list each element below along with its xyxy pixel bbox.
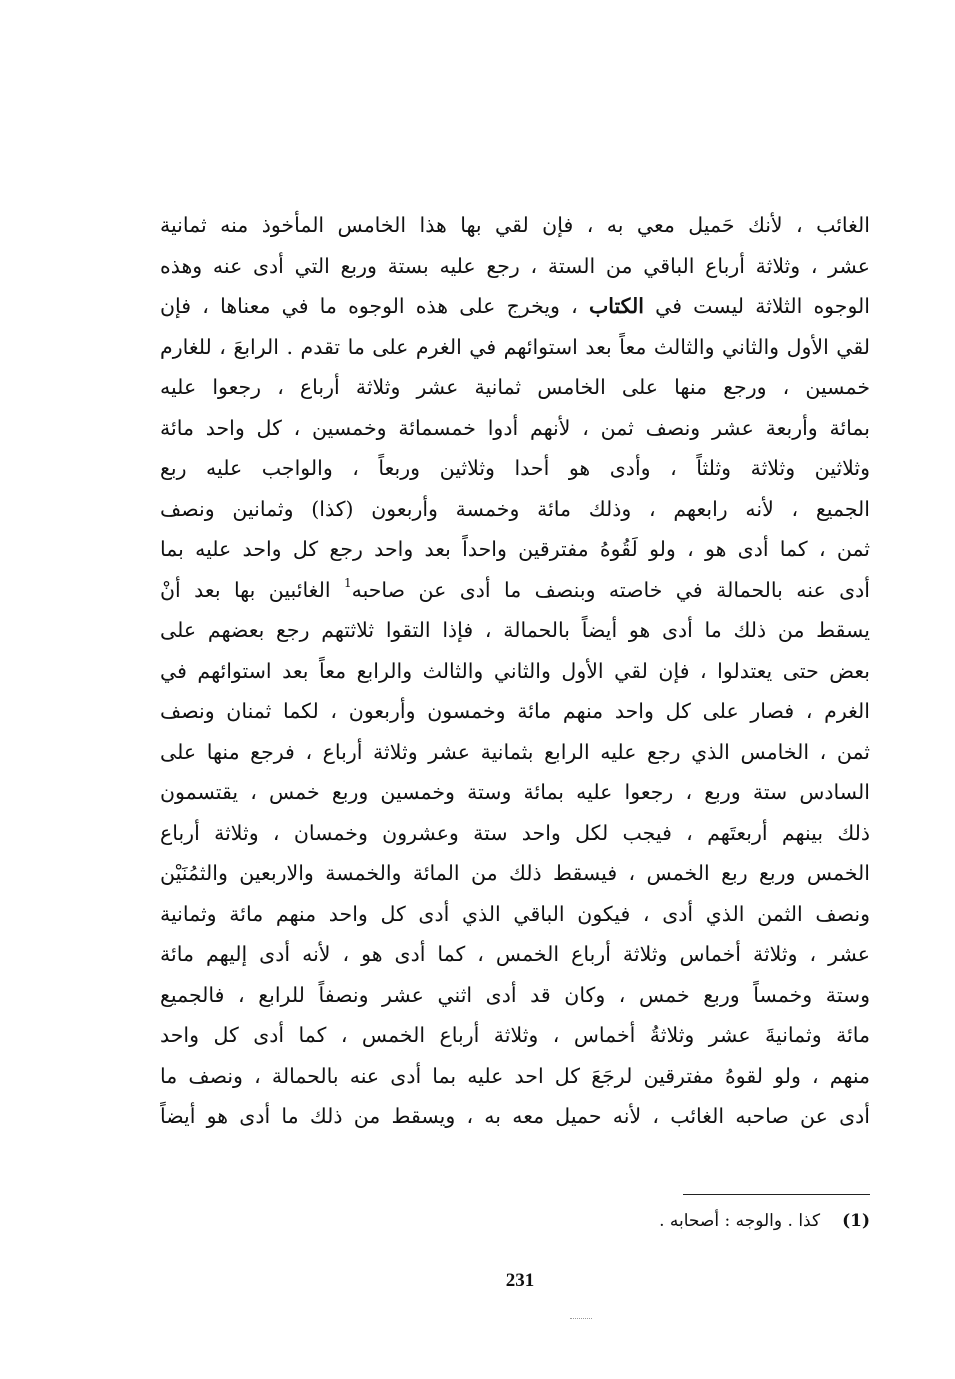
text-line: ثمن ، الخامس الذي رجع عليه الرابع بثمانية عشر وثلاثة أرباع ، فرجع منها على <box>160 739 870 764</box>
footnote-text: كذا . والوجه : أصحابه . <box>659 1211 821 1231</box>
emphasized-word: الكتاب <box>588 294 644 318</box>
text-line: أدى عن صاحبه الغائب ، لأنه حميل معه به ، ويسقط من ذلك ما أدى هو أيضاً <box>160 1104 870 1128</box>
text-line: ذلك بينهم أربعتَهم ، فيجب لكل واحد ستة وعشرون وخمسان ، وثلاثة أرباع <box>160 820 870 845</box>
text-line: الخمس وربع ربع الخمس ، فيسقط ذلك من المائة والخمسة والاربعين والثمُنَيْن <box>160 861 870 885</box>
footnote-reference[interactable]: 1 <box>343 575 352 590</box>
text-line: الغرم ، فصار على كل واحد منهم مائة وخمسون وأربعون ، لكما ثمنان ونصف <box>160 699 870 723</box>
text-line: عشر ، وثلاثة أرباع الباقي من الستة ، رجع عليه بستة وربع التي أدى عنه وهذه <box>160 253 870 278</box>
text-line: ثمن ، كما أدى هو ، ولو لَقُوهُ مفترقين واحداً بعد واحد رجع كل واحد عليه بما <box>160 537 870 561</box>
text-line: أدى عنه بالحمالة في خاصته وبنصف ما أدى عن صاحبه$^1$ الغائبين بها بعد أنْ <box>160 575 870 602</box>
text-line: السادس ستة وربع ، رجعوا عليه بمائة وستة وخمسين وربع خمس ، يقتسمون <box>160 780 870 804</box>
text-line: الوجوه الثلاثة ليست في الكتاب ، ويخرج على هذه الوجوه ما في معناها ، فإن <box>160 294 870 318</box>
footnote-marker: (1) <box>842 1211 870 1231</box>
text-line: الجميع ، لأنه رابعهم ، وذلك مائة وخمسة وأربعون (كذا) وثمانين ونصف <box>160 496 870 521</box>
footnote-separator <box>683 1194 870 1195</box>
text-line: بمائة وأربعة عشر ونصف ثمن ، لأنهم أدوا خمسمائة وخمسين ، كل واحد مائة <box>160 415 870 440</box>
text-line: خمسين ، ورجع منها على الخامس ثمانية عشر وثلاثة أرباع ، رجعوا عليه <box>160 375 870 399</box>
scan-artifact <box>570 1318 592 1319</box>
text-line: عشر ، وثلاثة أخماس وثلاثة أرباع الخمس ، كما أدى هو ، لأنه أدى إليهم مائة <box>160 942 870 966</box>
text-line: مائة وثمانيةَ عشر وثلاثةُ أخماس ، وثلاثة أرباع الخمس ، كما أدى كل واحد <box>160 1023 870 1047</box>
text-line: ونصف الثمن الذي أدى ، فيكون الباقي الذي أدى كل واحد منهم مائة وثمانية <box>160 901 870 926</box>
footnote <box>560 1207 870 1235</box>
text-line: منهم ، ولو لقوهُ مفترقين لرجَعَ كل احد عليه بما أدى عنه بالحمالة ، ونصف ما <box>160 1063 870 1088</box>
main-text-block <box>160 205 870 1137</box>
text-line: وستة وخمساً وربع خمس ، وكان قد أدى اثني عشر ونصفاً للرابع ، فالجميع <box>160 982 870 1007</box>
text-line: الغائب ، لأنك حَميل معي به ، فإن لقي بها هذا الخامس المأخوذ منه ثمانية <box>160 213 870 237</box>
text-line: يسقط من ذلك ما أدى هو أيضاً بالحمالة ، فإذا التقوا ثلاثتهم رجع بعضهم على <box>160 618 870 642</box>
text-line: لقي الأول والثاني والثالث معاً بعد استوائهم في الغرم على ما تقدم . الرابعَ ، للغارم <box>160 334 870 359</box>
text-line: وثلاثين وثلاثة وثلثاً ، وأدى هو أحدا وثلاثين وربعاً ، والواجب عليه ربع <box>160 456 870 480</box>
page-number: 231 <box>505 1270 535 1291</box>
text-line: بعض حتى يعتدلوا ، فإن لقي الأول والثاني والثالث والرابع معاً بعد استوائهم في <box>160 658 870 683</box>
